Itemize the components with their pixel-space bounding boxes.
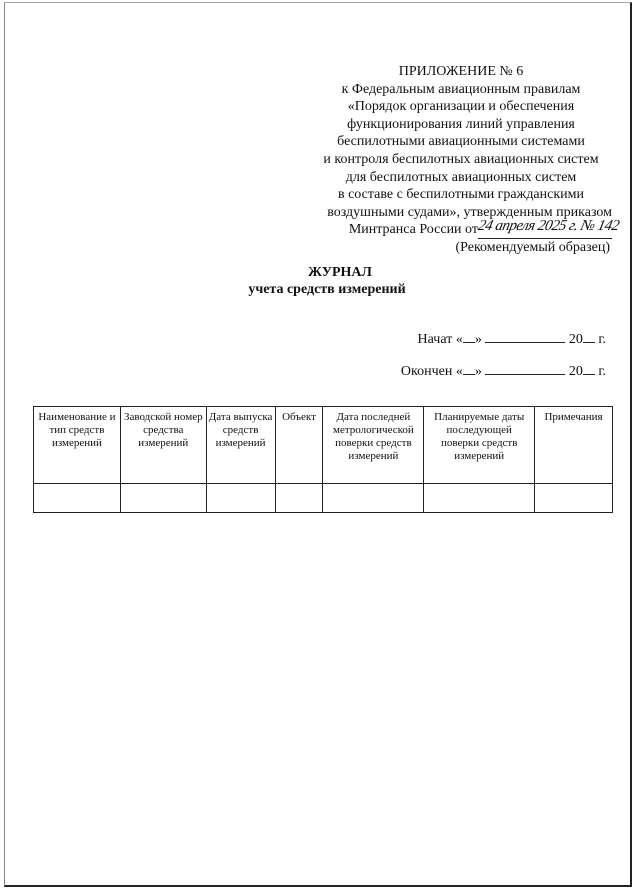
- day-blank: [463, 362, 475, 375]
- year-blank: [583, 330, 595, 343]
- title-main: ЖУРНАЛ: [308, 265, 372, 280]
- appendix-line: функционирования линий управления: [347, 116, 575, 132]
- journal-title: [230, 264, 450, 298]
- title-sub: учета средств измерений: [248, 282, 406, 297]
- appendix-line: в составе с беспилотными гражданскими: [337, 187, 585, 203]
- month-blank: [485, 330, 565, 343]
- appendix-line: беспилотными авиационными системами: [337, 134, 585, 150]
- column-header: Наименование и тип средств измерений: [34, 407, 121, 484]
- table-header-row: [34, 407, 613, 484]
- appendix-line: воздушными судами», утвержденным приказом: [327, 204, 612, 220]
- table-cell: [206, 484, 275, 513]
- year-blank: [583, 362, 595, 375]
- table-cell: [120, 484, 206, 513]
- table-cell: [535, 484, 613, 513]
- appendix-block: [300, 63, 622, 257]
- table-cell: [275, 484, 323, 513]
- appendix-line: для беспилотных авиационных систем: [345, 169, 577, 185]
- column-header: Дата выпуска средств измерений: [206, 407, 275, 484]
- column-header: Объект: [275, 407, 323, 484]
- column-header: Планируемые даты последующей поверки средств измерений: [424, 407, 535, 484]
- recommended-sample: (Рекомендуемый образец): [455, 239, 610, 255]
- column-header: Заводской номер средства измерений: [120, 407, 206, 484]
- column-header: Дата последней метрологической поверки средств измерений: [323, 407, 424, 484]
- table-cell: [34, 484, 121, 513]
- started-date-row: Начат « » 20 г.: [417, 332, 606, 347]
- measurement-instruments-table: [33, 406, 613, 513]
- appendix-line: ПРИЛОЖЕНИЕ № 6: [398, 64, 524, 79]
- appendix-line: и контроля беспилотных авиационных систем: [323, 151, 599, 167]
- journal-dates: [401, 330, 606, 394]
- ministry-prefix: Минтранса России от: [348, 222, 478, 238]
- handwritten-signature-line: [476, 217, 621, 239]
- column-header: Примечания: [535, 407, 613, 484]
- table-cell: [424, 484, 535, 513]
- day-blank: [463, 330, 475, 343]
- appendix-line: к Федеральным авиационным правилам: [341, 81, 581, 97]
- month-blank: [485, 362, 565, 375]
- appendix-line: «Порядок организации и обеспечения: [347, 99, 575, 115]
- table-cell: [323, 484, 424, 513]
- ended-date-row: Окончен « » 20 г.: [400, 364, 606, 379]
- ministry-line: [300, 217, 622, 239]
- handwritten-date: 24 апреля 2025 г. № 142: [476, 217, 621, 234]
- table-row: [34, 484, 613, 513]
